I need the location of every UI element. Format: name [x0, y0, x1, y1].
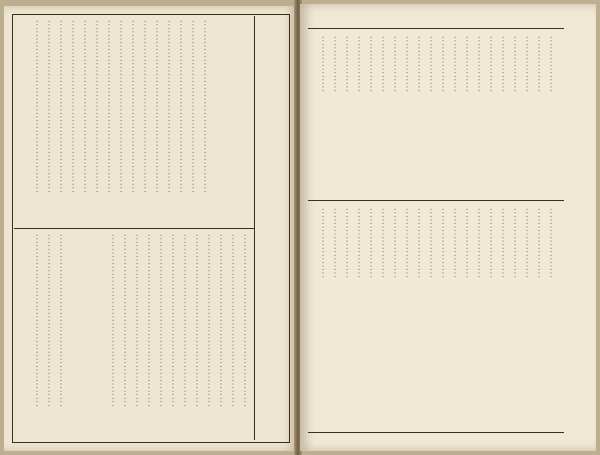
frame-left-rule: [12, 14, 13, 442]
frame-right-rule: [289, 14, 290, 442]
toc-bottom-rule: [308, 432, 564, 433]
toc-top-rule: [308, 28, 564, 29]
right-page: ················ ················ ················ ················ ················ ················ ················ ················ ················ ················ ················ ················ ················ ················ ················ ················ ················ ················ ················ ················ ···················· ···················· ···················· ···················· ···················· ···················· ···················· ···················· ···················· ···················· ···················· ···················· ···················· ···················· ···················· ···················· ···················· ···················· ···················· ····················: [300, 4, 596, 451]
mid-rule: [14, 228, 254, 229]
toc-mid-rule: [308, 200, 564, 201]
frame-bottom-rule: [12, 442, 290, 443]
frame-top-rule: [12, 14, 290, 15]
left-page: ················································· ················································· ················································· ················································· ················································· ················································· ················································· ················································· ················································· ················································· ················································· ················································· ················································· ················································· ················································· ················································· ················································· ················································· ················································· ················································· ················································· ················································· ················································· ················································· ················································· ················································· ················································· ················································· ················································· ·················································: [4, 6, 296, 451]
masthead-divider: [254, 16, 255, 440]
